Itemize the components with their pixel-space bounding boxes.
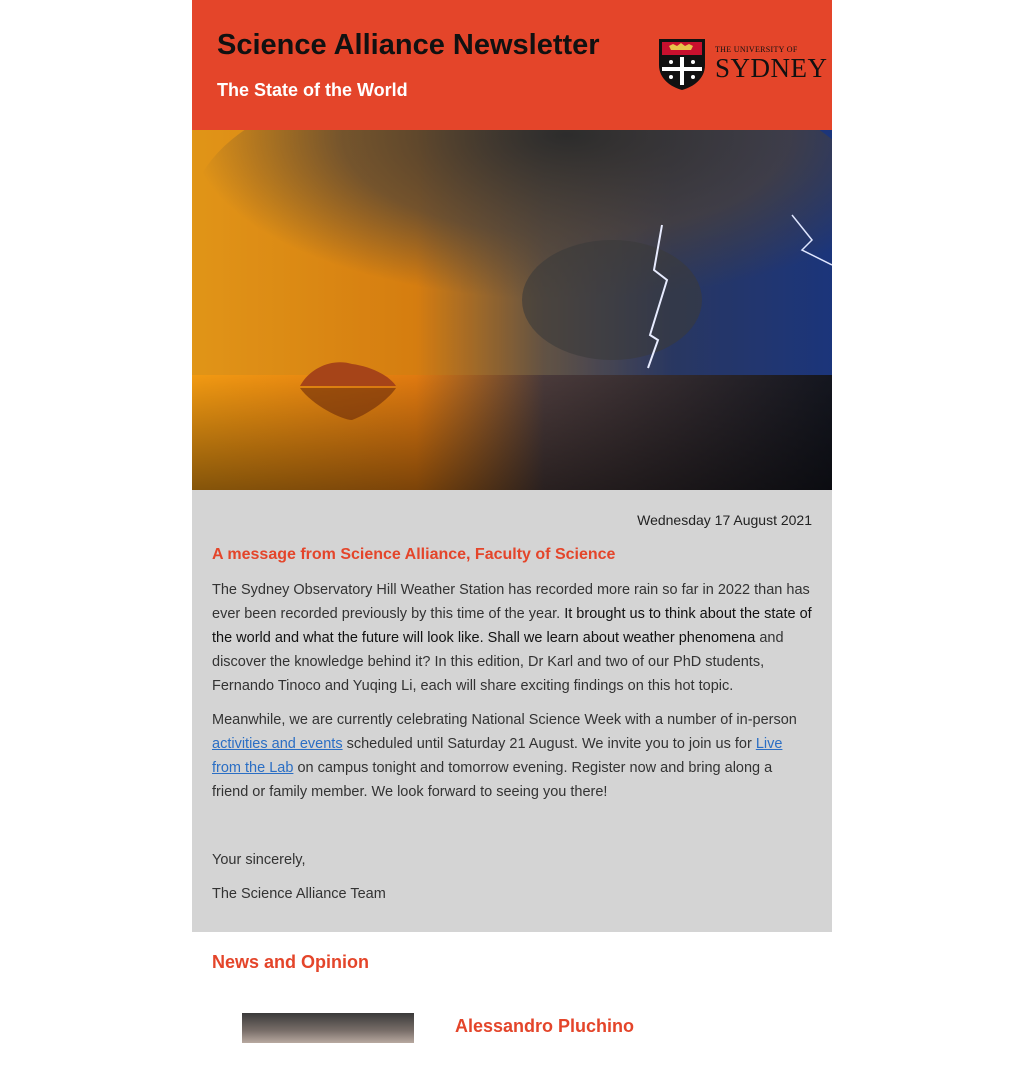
newsletter-title: Science Alliance Newsletter (217, 29, 600, 61)
p2-text-a: Meanwhile, we are currently celebrating National Science Week with a number of in-person (212, 712, 797, 728)
p1-text-b: It brought us to think about the state of the world and what the future will look like. (212, 606, 812, 646)
p2-text-b: scheduled until Saturday 21 August. We invite you to join us for (346, 736, 752, 752)
news-section (192, 932, 832, 1072)
activities-events-link[interactable]: activities and events (212, 736, 343, 752)
live-from-the-lab-link[interactable]: Live from the Lab (212, 736, 783, 776)
p1-text-e: and discover the knowledge behind it? In this edition, Dr Karl and two of our PhD students, Fernando Tinoco and Yuqing Li, each will share exciting findings on this hot topic. (212, 630, 784, 694)
news-item-title[interactable]: Alessandro Pluchino (455, 1016, 635, 1036)
logo-wordmark (715, 46, 828, 82)
message-paragraph-1 (212, 578, 812, 698)
message-section (192, 490, 832, 932)
logo-line-1: THE UNIVERSITY OF (715, 45, 798, 54)
p1-text-c: Shall we (487, 630, 543, 646)
news-heading: News and Opinion (212, 952, 370, 972)
newsletter (192, 0, 832, 1072)
p1-text-d: learn about weather phenomena (546, 630, 756, 646)
signoff-greeting: Your sincerely, (212, 852, 306, 868)
message-heading: A message from Science Alliance, Faculty of Science (212, 546, 616, 563)
hero-image (192, 130, 832, 490)
p2-text-c: on campus tonight and tomorrow evening. Register now and bring along a friend or family member. We look forward to seeing you there! (212, 760, 773, 800)
newsletter-subtitle: The State of the World (217, 80, 408, 100)
message-paragraph-2 (212, 708, 812, 804)
logo-line-2: SYDNEY (715, 53, 828, 83)
signoff-team: The Science Alliance Team (212, 886, 386, 902)
issue-date: Wednesday 17 August 2021 (637, 512, 812, 528)
p1-text-a: The Sydney Observatory Hill Weather Station has recorded more rain so far in 2022 than has ever been recorded previously by this time of the year. (212, 582, 810, 622)
shield-icon (657, 37, 707, 91)
newsletter-header (192, 0, 832, 130)
university-logo[interactable] (657, 37, 828, 91)
news-item-thumbnail[interactable] (242, 1013, 414, 1043)
